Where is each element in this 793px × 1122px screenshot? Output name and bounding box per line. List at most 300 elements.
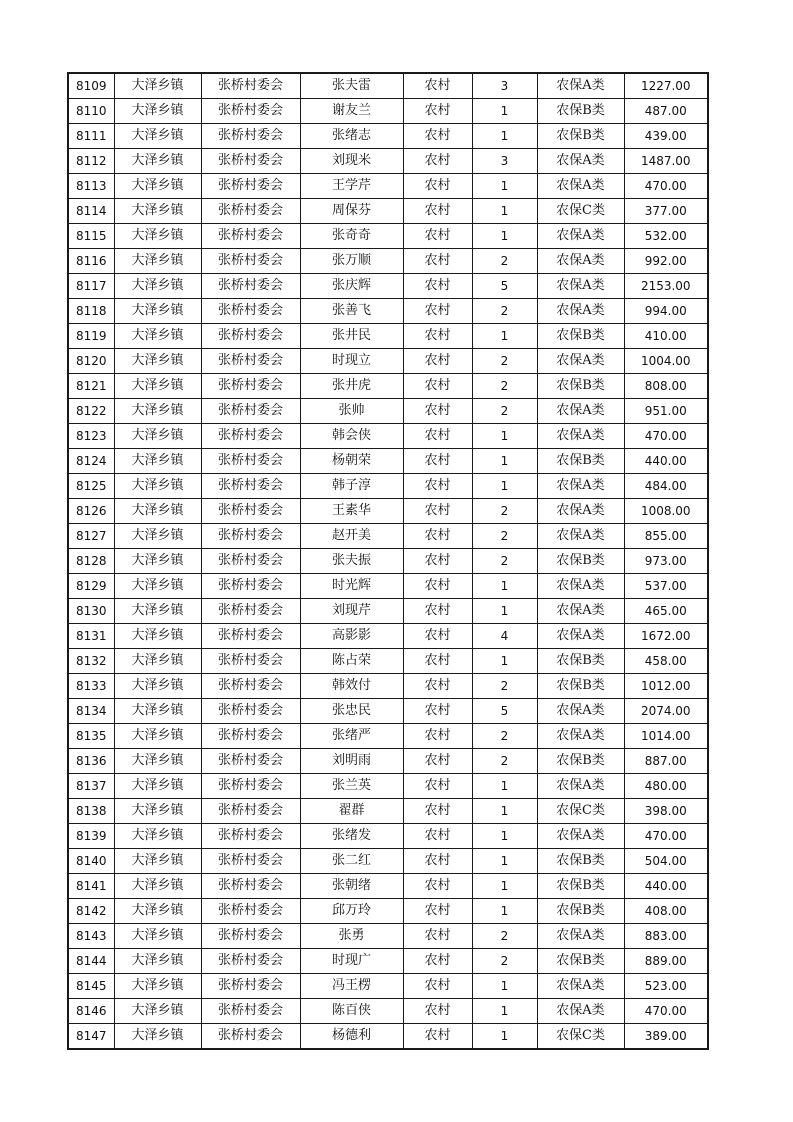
amount-cell: 1004.00 [624,349,708,374]
insurance-category-cell: 农保B类 [537,449,624,474]
amount-cell: 389.00 [624,1024,708,1050]
household-count-cell: 1 [472,899,537,924]
serial-number-cell: 8141 [68,874,114,899]
area-type-cell: 农村 [403,699,472,724]
serial-number-cell: 8145 [68,974,114,999]
household-count-cell: 1 [472,99,537,124]
serial-number-cell: 8112 [68,149,114,174]
table-row [68,374,708,399]
table-row [68,999,708,1024]
township-cell: 大泽乡镇 [114,224,201,249]
name-cell: 谢友兰 [300,99,403,124]
amount-cell: 973.00 [624,549,708,574]
township-cell: 大泽乡镇 [114,699,201,724]
amount-cell: 439.00 [624,124,708,149]
insurance-category-cell: 农保A类 [537,774,624,799]
area-type-cell: 农村 [403,174,472,199]
township-cell: 大泽乡镇 [114,874,201,899]
amount-cell: 1014.00 [624,724,708,749]
amount-cell: 470.00 [624,174,708,199]
name-cell: 周保芬 [300,199,403,224]
table-row [68,774,708,799]
name-cell: 张朝绪 [300,874,403,899]
serial-number-cell: 8140 [68,849,114,874]
area-type-cell: 农村 [403,949,472,974]
township-cell: 大泽乡镇 [114,649,201,674]
insurance-category-cell: 农保A类 [537,724,624,749]
household-count-cell: 1 [472,574,537,599]
township-cell: 大泽乡镇 [114,299,201,324]
household-count-cell: 1 [472,124,537,149]
insurance-category-cell: 农保A类 [537,73,624,99]
table-row [68,424,708,449]
village-committee-cell: 张桥村委会 [201,274,300,299]
name-cell: 张庆辉 [300,274,403,299]
amount-cell: 1008.00 [624,499,708,524]
name-cell: 刘现米 [300,149,403,174]
serial-number-cell: 8147 [68,1024,114,1050]
area-type-cell: 农村 [403,624,472,649]
area-type-cell: 农村 [403,499,472,524]
table-row [68,73,708,99]
serial-number-cell: 8127 [68,524,114,549]
name-cell: 赵开美 [300,524,403,549]
area-type-cell: 农村 [403,474,472,499]
household-count-cell: 2 [472,499,537,524]
village-committee-cell: 张桥村委会 [201,299,300,324]
amount-cell: 480.00 [624,774,708,799]
village-committee-cell: 张桥村委会 [201,324,300,349]
serial-number-cell: 8124 [68,449,114,474]
name-cell: 张二红 [300,849,403,874]
township-cell: 大泽乡镇 [114,949,201,974]
name-cell: 韩子淳 [300,474,403,499]
household-count-cell: 2 [472,249,537,274]
township-cell: 大泽乡镇 [114,849,201,874]
area-type-cell: 农村 [403,73,472,99]
village-committee-cell: 张桥村委会 [201,424,300,449]
household-count-cell: 3 [472,73,537,99]
household-count-cell: 2 [472,399,537,424]
township-cell: 大泽乡镇 [114,674,201,699]
table-row [68,299,708,324]
serial-number-cell: 8123 [68,424,114,449]
table-row [68,449,708,474]
name-cell: 张绪志 [300,124,403,149]
household-count-cell: 2 [472,299,537,324]
village-committee-cell: 张桥村委会 [201,674,300,699]
table-row [68,149,708,174]
township-cell: 大泽乡镇 [114,1024,201,1050]
village-committee-cell: 张桥村委会 [201,749,300,774]
village-committee-cell: 张桥村委会 [201,874,300,899]
amount-cell: 470.00 [624,424,708,449]
household-count-cell: 1 [472,324,537,349]
amount-cell: 1672.00 [624,624,708,649]
area-type-cell: 农村 [403,574,472,599]
township-cell: 大泽乡镇 [114,524,201,549]
household-count-cell: 1 [472,649,537,674]
township-cell: 大泽乡镇 [114,324,201,349]
table-row [68,524,708,549]
village-committee-cell: 张桥村委会 [201,124,300,149]
amount-cell: 537.00 [624,574,708,599]
household-count-cell: 4 [472,624,537,649]
village-committee-cell: 张桥村委会 [201,824,300,849]
name-cell: 张善飞 [300,299,403,324]
village-committee-cell: 张桥村委会 [201,199,300,224]
amount-cell: 1012.00 [624,674,708,699]
name-cell: 韩效付 [300,674,403,699]
village-committee-cell: 张桥村委会 [201,624,300,649]
township-cell: 大泽乡镇 [114,899,201,924]
serial-number-cell: 8131 [68,624,114,649]
serial-number-cell: 8137 [68,774,114,799]
insurance-category-cell: 农保A类 [537,149,624,174]
amount-cell: 951.00 [624,399,708,424]
amount-cell: 1227.00 [624,73,708,99]
insurance-category-cell: 农保B类 [537,649,624,674]
village-committee-cell: 张桥村委会 [201,649,300,674]
serial-number-cell: 8144 [68,949,114,974]
serial-number-cell: 8139 [68,824,114,849]
area-type-cell: 农村 [403,849,472,874]
name-cell: 张万顺 [300,249,403,274]
insurance-category-cell: 农保C类 [537,1024,624,1050]
area-type-cell: 农村 [403,349,472,374]
township-cell: 大泽乡镇 [114,174,201,199]
serial-number-cell: 8109 [68,73,114,99]
township-cell: 大泽乡镇 [114,749,201,774]
name-cell: 杨朝荣 [300,449,403,474]
serial-number-cell: 8135 [68,724,114,749]
table-row [68,349,708,374]
amount-cell: 440.00 [624,449,708,474]
insurance-category-cell: 农保A类 [537,299,624,324]
household-count-cell: 2 [472,374,537,399]
table-row [68,624,708,649]
amount-cell: 465.00 [624,599,708,624]
table-row [68,974,708,999]
name-cell: 王学芹 [300,174,403,199]
village-committee-cell: 张桥村委会 [201,899,300,924]
insurance-category-cell: 农保B类 [537,124,624,149]
amount-cell: 440.00 [624,874,708,899]
township-cell: 大泽乡镇 [114,449,201,474]
serial-number-cell: 8126 [68,499,114,524]
village-committee-cell: 张桥村委会 [201,774,300,799]
area-type-cell: 农村 [403,1024,472,1050]
table-row [68,724,708,749]
insurance-category-cell: 农保B类 [537,849,624,874]
serial-number-cell: 8113 [68,174,114,199]
area-type-cell: 农村 [403,124,472,149]
household-count-cell: 2 [472,949,537,974]
insurance-category-cell: 农保A类 [537,399,624,424]
table-row [68,399,708,424]
serial-number-cell: 8129 [68,574,114,599]
village-committee-cell: 张桥村委会 [201,224,300,249]
table-row [68,874,708,899]
table-row [68,324,708,349]
household-count-cell: 1 [472,974,537,999]
name-cell: 张井民 [300,324,403,349]
area-type-cell: 农村 [403,524,472,549]
household-count-cell: 1 [472,774,537,799]
village-committee-cell: 张桥村委会 [201,574,300,599]
serial-number-cell: 8133 [68,674,114,699]
name-cell: 陈占荣 [300,649,403,674]
village-committee-cell: 张桥村委会 [201,474,300,499]
village-committee-cell: 张桥村委会 [201,73,300,99]
insurance-category-cell: 农保C类 [537,199,624,224]
insurance-category-cell: 农保A类 [537,174,624,199]
township-cell: 大泽乡镇 [114,824,201,849]
amount-cell: 1487.00 [624,149,708,174]
village-committee-cell: 张桥村委会 [201,949,300,974]
household-count-cell: 2 [472,724,537,749]
serial-number-cell: 8142 [68,899,114,924]
household-count-cell: 1 [472,1024,537,1050]
area-type-cell: 农村 [403,99,472,124]
insurance-category-cell: 农保B类 [537,99,624,124]
household-count-cell: 1 [472,824,537,849]
insurance-category-cell: 农保A类 [537,924,624,949]
household-count-cell: 1 [472,199,537,224]
township-cell: 大泽乡镇 [114,274,201,299]
table-row [68,224,708,249]
area-type-cell: 农村 [403,774,472,799]
village-committee-cell: 张桥村委会 [201,399,300,424]
serial-number-cell: 8136 [68,749,114,774]
serial-number-cell: 8134 [68,699,114,724]
insurance-category-cell: 农保A类 [537,474,624,499]
name-cell: 冯王楞 [300,974,403,999]
insurance-category-cell: 农保A类 [537,249,624,274]
amount-cell: 398.00 [624,799,708,824]
area-type-cell: 农村 [403,399,472,424]
name-cell: 张勇 [300,924,403,949]
township-cell: 大泽乡镇 [114,924,201,949]
serial-number-cell: 8110 [68,99,114,124]
insurance-category-cell: 农保B类 [537,374,624,399]
insurance-category-cell: 农保A类 [537,524,624,549]
serial-number-cell: 8130 [68,599,114,624]
name-cell: 张忠民 [300,699,403,724]
village-committee-cell: 张桥村委会 [201,699,300,724]
village-committee-cell: 张桥村委会 [201,724,300,749]
township-cell: 大泽乡镇 [114,399,201,424]
name-cell: 翟群 [300,799,403,824]
table-row [68,924,708,949]
township-cell: 大泽乡镇 [114,349,201,374]
area-type-cell: 农村 [403,449,472,474]
table-row [68,124,708,149]
village-committee-cell: 张桥村委会 [201,249,300,274]
insurance-category-cell: 农保C类 [537,799,624,824]
serial-number-cell: 8132 [68,649,114,674]
serial-number-cell: 8146 [68,999,114,1024]
household-count-cell: 1 [472,474,537,499]
table-row [68,274,708,299]
area-type-cell: 农村 [403,974,472,999]
village-committee-cell: 张桥村委会 [201,99,300,124]
table-row [68,899,708,924]
serial-number-cell: 8143 [68,924,114,949]
serial-number-cell: 8111 [68,124,114,149]
township-cell: 大泽乡镇 [114,149,201,174]
name-cell: 韩会侠 [300,424,403,449]
area-type-cell: 农村 [403,649,472,674]
village-committee-cell: 张桥村委会 [201,149,300,174]
serial-number-cell: 8125 [68,474,114,499]
table-row [68,1024,708,1050]
table-row [68,474,708,499]
area-type-cell: 农村 [403,924,472,949]
amount-cell: 883.00 [624,924,708,949]
name-cell: 时光辉 [300,574,403,599]
household-count-cell: 5 [472,699,537,724]
insurance-category-cell: 农保A类 [537,974,624,999]
village-committee-cell: 张桥村委会 [201,924,300,949]
area-type-cell: 农村 [403,149,472,174]
serial-number-cell: 8118 [68,299,114,324]
insurance-category-cell: 农保B类 [537,674,624,699]
township-cell: 大泽乡镇 [114,799,201,824]
serial-number-cell: 8128 [68,549,114,574]
table-row [68,749,708,774]
area-type-cell: 农村 [403,374,472,399]
area-type-cell: 农村 [403,724,472,749]
household-count-cell: 1 [472,999,537,1024]
household-count-cell: 5 [472,274,537,299]
table-row [68,99,708,124]
amount-cell: 889.00 [624,949,708,974]
township-cell: 大泽乡镇 [114,724,201,749]
serial-number-cell: 8119 [68,324,114,349]
household-count-cell: 1 [472,174,537,199]
name-cell: 张绪严 [300,724,403,749]
insurance-category-cell: 农保A类 [537,224,624,249]
name-cell: 时现立 [300,349,403,374]
amount-cell: 855.00 [624,524,708,549]
township-cell: 大泽乡镇 [114,624,201,649]
township-cell: 大泽乡镇 [114,424,201,449]
township-cell: 大泽乡镇 [114,474,201,499]
township-cell: 大泽乡镇 [114,199,201,224]
village-committee-cell: 张桥村委会 [201,799,300,824]
township-cell: 大泽乡镇 [114,974,201,999]
household-count-cell: 3 [472,149,537,174]
table-row [68,174,708,199]
table-row [68,199,708,224]
amount-cell: 2153.00 [624,274,708,299]
household-count-cell: 1 [472,874,537,899]
insurance-category-cell: 农保B类 [537,324,624,349]
serial-number-cell: 8120 [68,349,114,374]
name-cell: 张夫雷 [300,73,403,99]
table-row [68,824,708,849]
household-count-cell: 2 [472,749,537,774]
table-row [68,499,708,524]
household-count-cell: 2 [472,924,537,949]
village-committee-cell: 张桥村委会 [201,999,300,1024]
area-type-cell: 农村 [403,249,472,274]
township-cell: 大泽乡镇 [114,499,201,524]
name-cell: 刘明雨 [300,749,403,774]
amount-cell: 408.00 [624,899,708,924]
township-cell: 大泽乡镇 [114,374,201,399]
area-type-cell: 农村 [403,549,472,574]
table-row [68,249,708,274]
table-row [68,699,708,724]
insurance-category-cell: 农保A类 [537,999,624,1024]
village-committee-cell: 张桥村委会 [201,599,300,624]
insurance-category-cell: 农保B类 [537,899,624,924]
name-cell: 张夫振 [300,549,403,574]
insurance-category-cell: 农保A类 [537,824,624,849]
insurance-category-cell: 农保A类 [537,574,624,599]
name-cell: 邱万玲 [300,899,403,924]
serial-number-cell: 8138 [68,799,114,824]
amount-cell: 377.00 [624,199,708,224]
name-cell: 张奇奇 [300,224,403,249]
amount-cell: 808.00 [624,374,708,399]
amount-cell: 470.00 [624,999,708,1024]
serial-number-cell: 8115 [68,224,114,249]
amount-cell: 487.00 [624,99,708,124]
insurance-category-cell: 农保A类 [537,599,624,624]
amount-cell: 2074.00 [624,699,708,724]
area-type-cell: 农村 [403,424,472,449]
amount-cell: 484.00 [624,474,708,499]
township-cell: 大泽乡镇 [114,599,201,624]
name-cell: 杨德利 [300,1024,403,1050]
amount-cell: 532.00 [624,224,708,249]
insurance-category-cell: 农保B类 [537,874,624,899]
area-type-cell: 农村 [403,599,472,624]
serial-number-cell: 8114 [68,199,114,224]
township-cell: 大泽乡镇 [114,124,201,149]
household-count-cell: 1 [472,449,537,474]
township-cell: 大泽乡镇 [114,549,201,574]
village-committee-cell: 张桥村委会 [201,349,300,374]
insurance-category-cell: 农保A类 [537,624,624,649]
area-type-cell: 农村 [403,899,472,924]
name-cell: 陈百侠 [300,999,403,1024]
table-row [68,674,708,699]
village-committee-cell: 张桥村委会 [201,549,300,574]
table-row [68,949,708,974]
insurance-category-cell: 农保A类 [537,424,624,449]
name-cell: 王素华 [300,499,403,524]
amount-cell: 458.00 [624,649,708,674]
table-row [68,849,708,874]
data-table [67,72,709,1050]
area-type-cell: 农村 [403,224,472,249]
amount-cell: 523.00 [624,974,708,999]
area-type-cell: 农村 [403,199,472,224]
amount-cell: 994.00 [624,299,708,324]
village-committee-cell: 张桥村委会 [201,849,300,874]
household-count-cell: 1 [472,224,537,249]
insurance-category-cell: 农保B类 [537,949,624,974]
township-cell: 大泽乡镇 [114,99,201,124]
household-count-cell: 2 [472,549,537,574]
name-cell: 张兰英 [300,774,403,799]
insurance-category-cell: 农保A类 [537,349,624,374]
table-row [68,599,708,624]
